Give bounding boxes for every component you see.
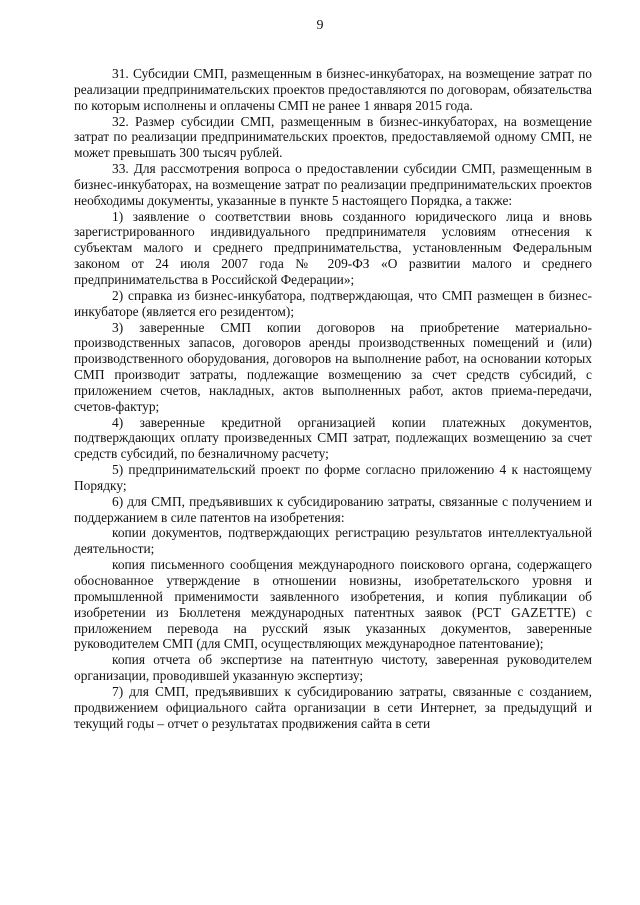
- list-item-1: 1) заявление о соответствии вновь созданного юридического лица и вновь зарегистрированного индивидуального предпринимателя условиям отнесения к субъектам малого и среднего предпринимательства, установленным Федеральным законом от 24 июля 2007 года № 209-ФЗ «О развитии малого и среднего предпринимательства в Российской Федерации»;: [74, 208, 592, 287]
- paragraph-33: 33. Для рассмотрения вопроса о предоставлении субсидии СМП, размещенным в бизнес-инкубаторах, на возмещение затрат по реализации предпринимательских проектов необходимы документы, указанные в пункте 5 настоящего Порядка, а также:: [74, 161, 592, 208]
- list-item-2: 2) справка из бизнес-инкубатора, подтверждающая, что СМП размещен в бизнес-инкубаторе (является его резидентом);: [74, 287, 592, 319]
- document-body: [74, 66, 592, 731]
- list-item-6-sub-3: копия отчета об экспертизе на патентную чистоту, заверенная руководителем организации, проводившей указанную экспертизу;: [74, 652, 592, 684]
- list-item-3: 3) заверенные СМП копии договоров на приобретение материально-производственных запасов, договоров аренды производственных помещений и (или) производственного оборудования, договоров на выполнение работ, на основании которых СМП производит затраты, подлежащие возмещению за счет средств субсидий, с приложением счетов, накладных, актов выполненных работ, актов приема-передачи, счетов-фактур;: [74, 319, 592, 414]
- paragraph-32: 32. Размер субсидии СМП, размещенным в бизнес-инкубаторах, на возмещение затрат по реализации предпринимательских проектов, предоставляемой одному СМП, не может превышать 300 тысяч рублей.: [74, 113, 592, 161]
- paragraph-31: 31. Субсидии СМП, размещенным в бизнес-инкубаторах, на возмещение затрат по реализации предпринимательских проектов предоставляются по договорам, обязательства по которым исполнены и оплачены СМП не ранее 1 января 2015 года.: [74, 66, 592, 113]
- list-item-6-sub-2: копия письменного сообщения международного поискового органа, содержащего обоснованное утверждение в отношении новизны, изобретательского уровня и промышленной применимости заявленного изобретения, и копия публикации об изобретении из Бюллетеня международных патентных заявок (PCT GAZETTE) с приложением перевода на русский язык указанных документов, заверенные руководителем СМП (для СМП, осуществляющих международное патентование);: [74, 557, 592, 652]
- list-item-6: 6) для СМП, предъявивших к субсидированию затраты, связанные с получением и поддержанием в силе патентов на изобретения:: [74, 493, 592, 525]
- list-item-4: 4) заверенные кредитной организацией копии платежных документов, подтверждающих оплату произведенных СМП затрат, подлежащих возмещению за счет средств субсидий, по безналичному расчету;: [74, 414, 592, 462]
- list-item-6-sub-1: копии документов, подтверждающих регистрацию результатов интеллектуальной деятельности;: [74, 525, 592, 557]
- page-number: 9: [316, 18, 324, 33]
- list-item-5: 5) предпринимательский проект по форме согласно приложению 4 к настоящему Порядку;: [74, 462, 592, 493]
- list-item-7: 7) для СМП, предъявивших к субсидированию затраты, связанные с созданием, продвижением официального сайта организации в сети Интернет, за предыдущий и текущий годы – отчет о результатах продвижения сайта в сети: [74, 683, 592, 731]
